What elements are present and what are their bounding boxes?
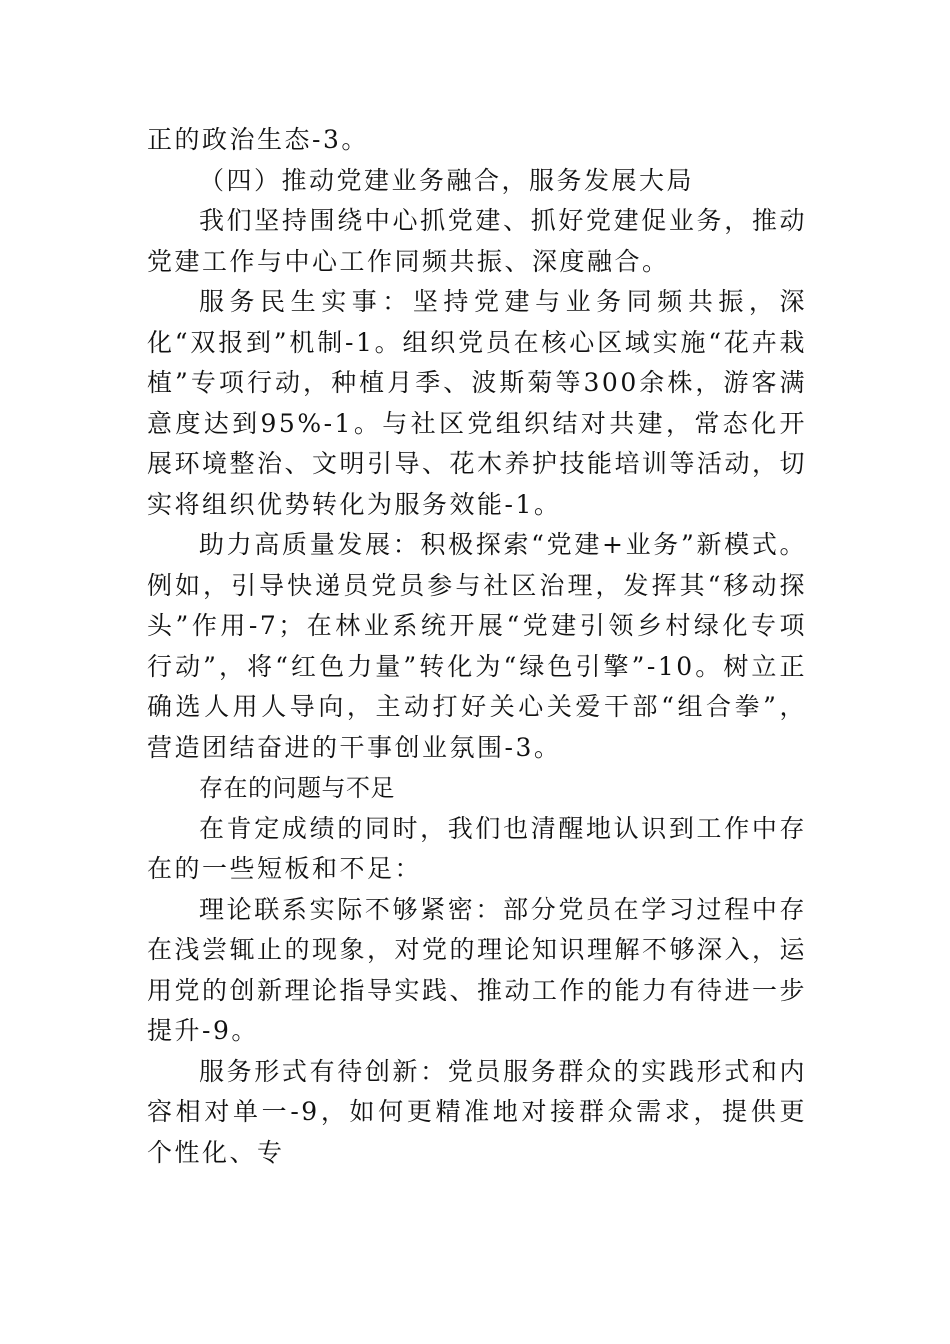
paragraph-theory-practice: 理论联系实际不够紧密：部分党员在学习过程中存在浅尝辄止的现象，对党的理论知识理解不够深入，运用党的创新理论指导实践、推动工作的能力有待进一步提升-9。	[147, 894, 808, 1045]
section-heading-4: （四）推动党建业务融合，服务发展大局	[199, 165, 695, 195]
paragraph-service-innovation: 服务形式有待创新：党员服务群众的实践形式和内容相对单一-9，如何更精准地对接群众需求，提供更个性化、专	[147, 1056, 807, 1167]
paragraph-high-quality-development: 助力高质量发展：积极探索“党建+业务”新模式。例如，引导快递员党员参与社区治理，发挥其“移动探头”作用-7；在林业系统开展“党建引领乡村绿化专项行动”，将“红色力量”转化为“绿色引擎”-10。树立正确选人用人导向，主动打好关心关爱干部“组合拳”，营造团结奋进的干事创业氛围-3。	[147, 530, 807, 762]
paragraph-intro: 我们坚持围绕中心抓党建、抓好党建促业务，推动党建工作与中心工作同频共振、深度融合。	[147, 206, 807, 276]
document-page	[147, 120, 807, 1173]
heading-problems: 存在的问题与不足	[199, 774, 395, 802]
paragraph-service-livelihood: 服务民生实事：坚持党建与业务同频共振，深化“双报到”机制-1。组织党员在核心区域实施“花卉栽植”专项行动，种植月季、波斯菊等300余株，游客满意度达到95%-1。与社区党组织结对共建，常态化开展环境整治、文明引导、花木养护技能培训等活动，切实将组织优势转化为服务效能-1。	[147, 287, 808, 519]
paragraph-continuation: 正的政治生态-3。	[147, 125, 369, 154]
paragraph-problems-intro: 在肯定成绩的同时，我们也清醒地认识到工作中存在的一些短板和不足：	[147, 813, 807, 883]
